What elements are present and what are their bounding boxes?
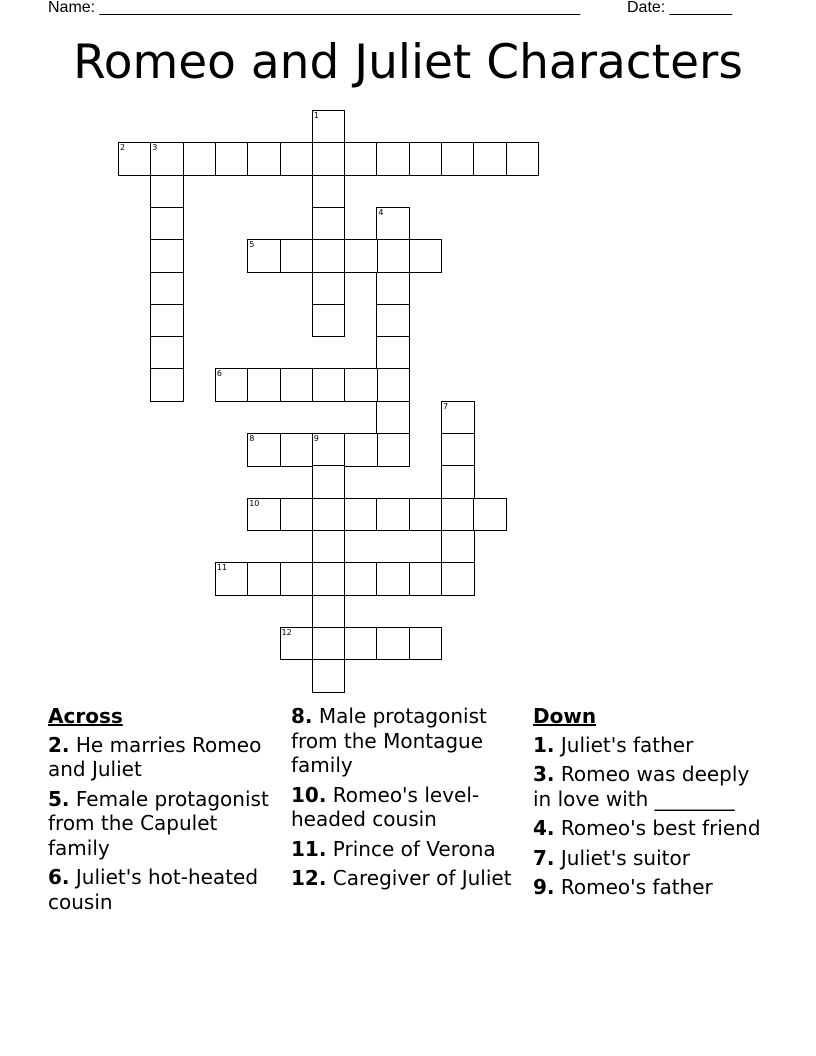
crossword-cell[interactable]: [409, 562, 443, 596]
crossword-cell[interactable]: [280, 433, 314, 467]
cell-number: 3: [152, 143, 158, 153]
crossword-cell[interactable]: [312, 239, 346, 273]
clues-column-3: [533, 704, 769, 905]
clue-number: 4.: [533, 816, 555, 840]
crossword-cell[interactable]: [344, 368, 378, 402]
crossword-cell[interactable]: [215, 562, 249, 596]
clue-down-4: [533, 816, 769, 841]
clues-column-1: [48, 704, 284, 919]
crossword-cell[interactable]: [312, 433, 346, 467]
crossword-cell[interactable]: [376, 433, 410, 467]
crossword-cell[interactable]: [312, 498, 346, 532]
crossword-cell[interactable]: [344, 239, 378, 273]
crossword-cell[interactable]: [280, 239, 314, 273]
clue-down-7: [533, 846, 769, 871]
crossword-cell[interactable]: [150, 175, 184, 209]
crossword-cell[interactable]: [312, 207, 346, 241]
clue-text: Juliet's suitor: [560, 845, 690, 870]
clue-across-5: [48, 787, 284, 861]
crossword-cell[interactable]: [215, 142, 249, 176]
crossword-cell[interactable]: [409, 142, 443, 176]
clues-column-2: [291, 704, 527, 896]
crossword-cell[interactable]: [312, 304, 346, 338]
crossword-cell[interactable]: [376, 272, 410, 306]
clue-number: 12.: [291, 866, 327, 890]
crossword-cell[interactable]: [344, 627, 378, 661]
crossword-cell[interactable]: [150, 368, 184, 402]
clue-number: 5.: [48, 786, 70, 811]
crossword-cell[interactable]: [441, 401, 475, 435]
cell-number: 11: [216, 563, 228, 573]
clue-number: 6.: [48, 865, 70, 889]
crossword-cell[interactable]: [312, 627, 346, 661]
crossword-cell[interactable]: [183, 142, 217, 176]
crossword-cell[interactable]: [312, 465, 346, 499]
crossword-cell[interactable]: [376, 239, 410, 273]
crossword-cell[interactable]: [376, 304, 410, 338]
clue-down-3: [533, 762, 769, 811]
crossword-cell[interactable]: [441, 498, 475, 532]
crossword-cell[interactable]: [376, 207, 410, 241]
clue-text: Romeo's best friend: [560, 816, 761, 840]
crossword-cell[interactable]: [473, 142, 507, 176]
crossword-cell[interactable]: [312, 142, 346, 176]
crossword-cell[interactable]: [247, 562, 281, 596]
crossword-cell[interactable]: [376, 368, 410, 402]
crossword-cell[interactable]: [376, 401, 410, 435]
clue-text: Juliet's father: [560, 732, 694, 757]
crossword-cell[interactable]: [344, 142, 378, 176]
crossword-cell[interactable]: [376, 498, 410, 532]
clue-text: Romeo's level-headed cousin: [291, 782, 480, 831]
crossword-cell[interactable]: [247, 368, 281, 402]
crossword-cell[interactable]: [280, 368, 314, 402]
crossword-cell[interactable]: [312, 562, 346, 596]
clue-number: 1.: [533, 732, 555, 757]
crossword-cell[interactable]: [441, 465, 475, 499]
clue-text: Romeo was deeply in love with ________: [533, 762, 750, 811]
clue-text: Female protagonist from the Capulet family: [48, 786, 269, 860]
down-heading: Down: [533, 704, 597, 728]
clue-number: 2.: [48, 732, 70, 757]
page-title: Romeo and Juliet Characters: [73, 35, 743, 90]
clue-number: 10.: [291, 782, 327, 807]
clue-across-10: [291, 783, 527, 832]
clue-number: 3.: [533, 762, 555, 786]
cell-number: 6: [216, 369, 222, 379]
clue-across-6: [48, 865, 284, 914]
crossword-cell[interactable]: [280, 498, 314, 532]
crossword-cell[interactable]: [150, 142, 184, 176]
cell-number: 1: [313, 111, 319, 120]
clue-number: 7.: [533, 845, 555, 870]
crossword-cell[interactable]: [118, 142, 152, 176]
crossword-cell[interactable]: [280, 142, 314, 176]
crossword-cell[interactable]: [280, 562, 314, 596]
clue-text: Prince of Verona: [332, 836, 496, 861]
crossword-cell[interactable]: [150, 272, 184, 306]
crossword-cell[interactable]: [441, 562, 475, 596]
across-heading: Across: [48, 704, 123, 728]
crossword-cell[interactable]: [280, 627, 314, 661]
cell-number: 5: [249, 240, 255, 250]
crossword-cell[interactable]: [409, 239, 443, 273]
clue-text: Juliet's hot-heated cousin: [48, 865, 259, 914]
crossword-cell[interactable]: [473, 498, 507, 532]
date-field-label: Date: _______: [627, 0, 732, 16]
cell-number: 9: [313, 434, 319, 443]
clue-number: 8.: [291, 704, 313, 728]
crossword-cell[interactable]: [312, 272, 346, 306]
crossword-cell[interactable]: [409, 627, 443, 661]
crossword-cell[interactable]: [376, 142, 410, 176]
clue-number: 9.: [533, 875, 555, 899]
crossword-cell[interactable]: [441, 433, 475, 467]
crossword-cell[interactable]: [312, 175, 346, 209]
cell-number: 12: [281, 627, 292, 637]
clue-across-2: [48, 733, 284, 782]
crossword-cell[interactable]: [344, 498, 378, 532]
crossword-cell[interactable]: [441, 530, 475, 564]
cell-number: 7: [443, 401, 449, 411]
clue-text: Romeo's father: [560, 875, 713, 899]
crossword-cell[interactable]: [247, 433, 281, 467]
crossword-cell[interactable]: [215, 368, 249, 402]
crossword-cell[interactable]: [247, 498, 281, 532]
crossword-cell[interactable]: [312, 368, 346, 402]
crossword-cell[interactable]: [506, 142, 540, 176]
clue-text: Caregiver of Juliet: [332, 866, 512, 890]
crossword-cell[interactable]: [247, 142, 281, 176]
crossword-cell[interactable]: [376, 627, 410, 661]
cell-number: 4: [378, 207, 384, 217]
crossword-cell[interactable]: [312, 110, 346, 144]
crossword-cell[interactable]: [150, 336, 184, 370]
crossword-cell[interactable]: [344, 433, 378, 467]
crossword-cell[interactable]: [312, 659, 346, 693]
crossword-cell[interactable]: [247, 239, 281, 273]
crossword-cell[interactable]: [344, 562, 378, 596]
crossword-cell[interactable]: [441, 142, 475, 176]
crossword-cell[interactable]: [312, 530, 346, 564]
crossword-cell[interactable]: [376, 336, 410, 370]
clue-down-9: [533, 875, 769, 900]
clue-across-8: [291, 704, 527, 778]
cell-number: 10: [249, 498, 260, 508]
clue-text: He marries Romeo and Juliet: [48, 732, 262, 781]
clue-number: 11.: [291, 836, 327, 861]
clue-across-12: [291, 866, 527, 891]
clue-text: Male protagonist from the Montague family: [291, 704, 487, 777]
cell-number: 2: [120, 143, 126, 153]
cell-number: 8: [249, 434, 255, 443]
clue-down-1: [533, 733, 769, 758]
crossword-cell[interactable]: [150, 207, 184, 241]
crossword-cell[interactable]: [312, 595, 346, 629]
crossword-cell[interactable]: [376, 562, 410, 596]
name-field-label: Name: ______________________________________________________: [48, 0, 581, 16]
crossword-cell[interactable]: [150, 239, 184, 273]
clue-across-11: [291, 837, 527, 862]
crossword-cell[interactable]: [409, 498, 443, 532]
crossword-cell[interactable]: [150, 304, 184, 338]
